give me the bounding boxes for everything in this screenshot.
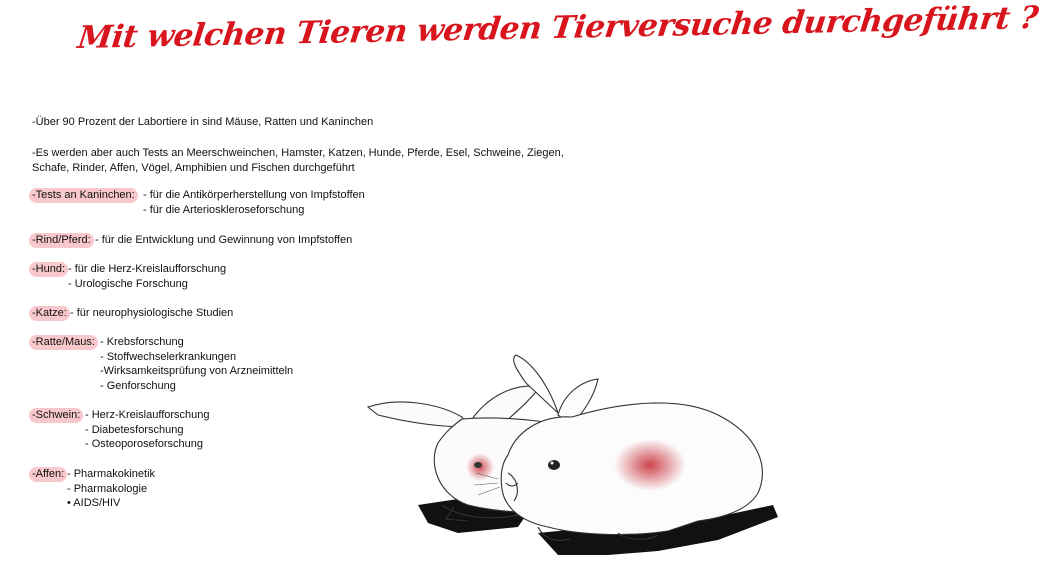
section-label-katze: -Katze: bbox=[32, 306, 70, 320]
section-item: • AIDS/HIV bbox=[67, 497, 121, 509]
section-item: - Pharmakologie bbox=[67, 483, 148, 495]
section-item: - Stoffwechselerkrankungen bbox=[100, 351, 237, 363]
intro-line-2: -Es werden aber auch Tests an Meerschweinchen, Hamster, Katzen, Hunde, Pferde, Esel, Schweine, Ziegen, bbox=[32, 147, 564, 159]
page-title: Mit welchen Tieren werden Tierversuche durchgeführt ? bbox=[75, 0, 1040, 56]
intro-line-1: -Über 90 Prozent der Labortiere in sind Mäuse, Ratten und Kaninchen bbox=[32, 116, 374, 128]
section-label-ratte-maus: -Ratte/Maus: bbox=[32, 335, 98, 349]
section-label-affen: -Affen: bbox=[32, 467, 67, 481]
section-item: - Diabetesforschung bbox=[85, 424, 184, 436]
rabbits-illustration bbox=[358, 355, 788, 570]
section-item: - für die Herz-Kreislaufforschung bbox=[68, 263, 227, 275]
section-item: - für die Arterioskleroseforschung bbox=[143, 204, 305, 216]
section-item: - Herz-Kreislaufforschung bbox=[85, 409, 210, 421]
section-label-schwein: -Schwein: bbox=[32, 408, 83, 422]
section-item: - Pharmakokinetik bbox=[67, 468, 156, 480]
section-label-kaninchen: -Tests an Kaninchen: bbox=[32, 188, 138, 202]
section-item: - Urologische Forschung bbox=[68, 278, 188, 290]
section-label-hund: -Hund: bbox=[32, 262, 68, 276]
section-item: - für neurophysiologische Studien bbox=[70, 307, 234, 319]
section-item: - für die Antikörperherstellung von Impfstoffen bbox=[143, 189, 365, 201]
section-item: -Wirksamkeitsprüfung von Arzneimitteln bbox=[100, 365, 294, 377]
section-item: - Genforschung bbox=[100, 380, 176, 392]
section-label-rind-pferd: -Rind/Pferd: bbox=[32, 233, 94, 247]
section-item: - Krebsforschung bbox=[100, 336, 184, 348]
intro-line-3: Schafe, Rinder, Affen, Vögel, Amphibien und Fischen durchgeführt bbox=[32, 162, 355, 174]
section-item: - Osteoporoseforschung bbox=[85, 438, 204, 450]
section-item: - für die Entwicklung und Gewinnung von Impfstoffen bbox=[95, 234, 353, 246]
